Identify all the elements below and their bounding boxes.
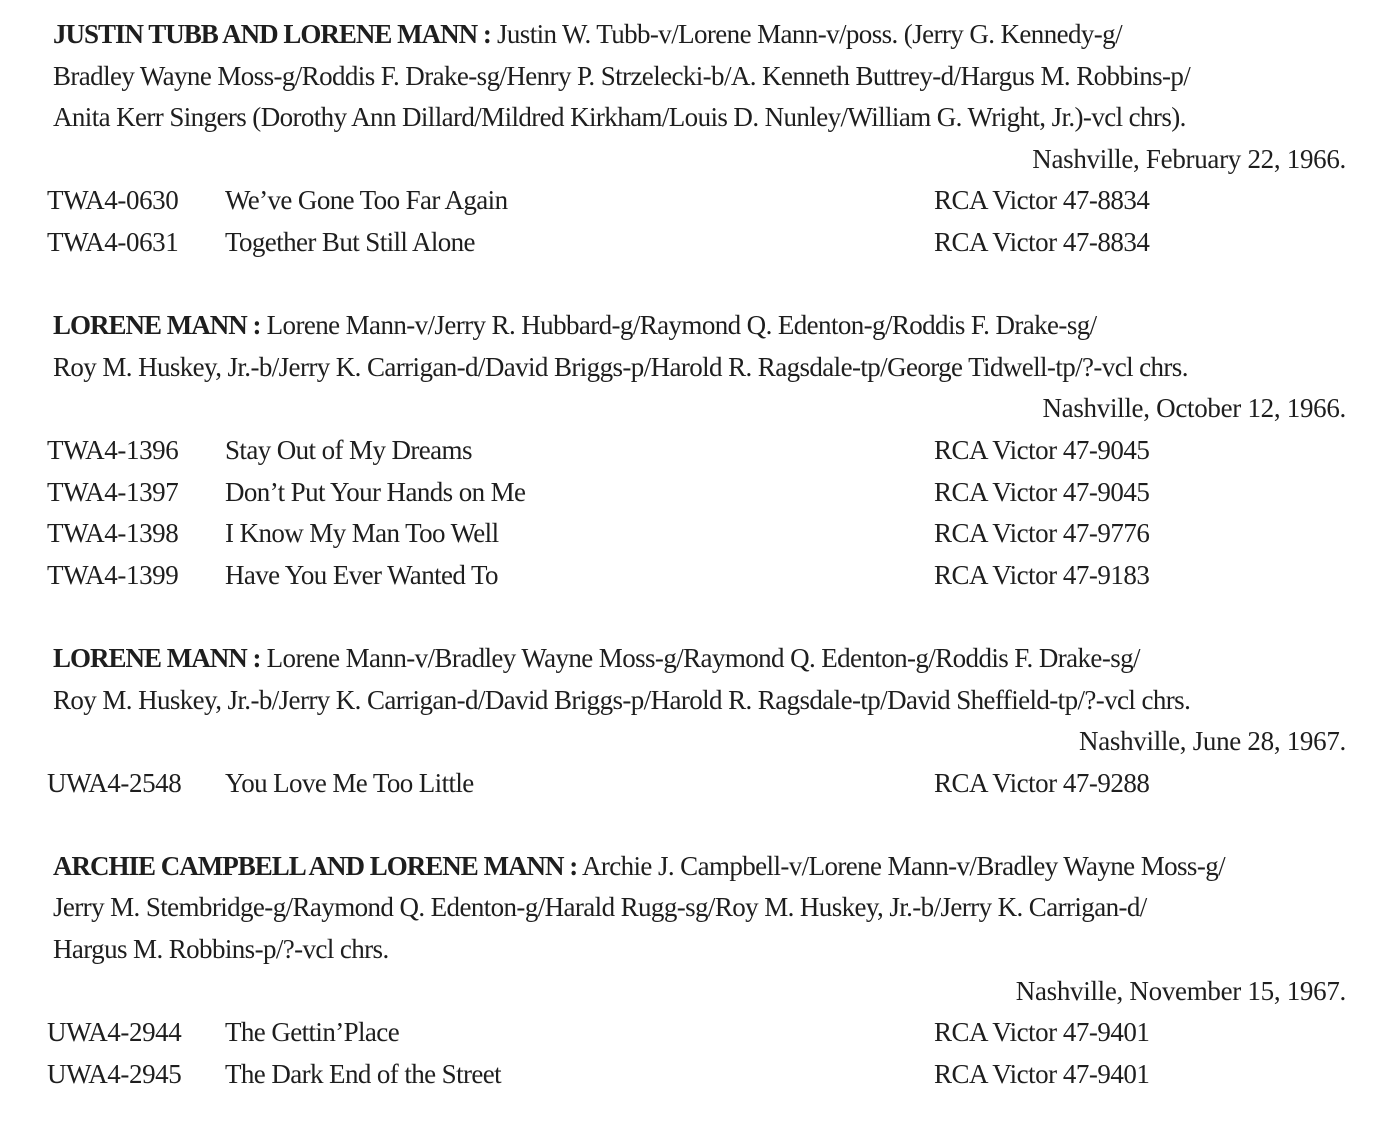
track-row (0, 180, 1378, 222)
session-3 (0, 638, 1378, 804)
release-number: RCA Victor 47-9401 (934, 1017, 1150, 1048)
track-row (0, 763, 1378, 805)
session-2 (0, 305, 1378, 596)
release-number: RCA Victor 47-9288 (934, 767, 1150, 798)
personnel-block (0, 305, 1378, 388)
personnel-text: Archie J. Campbell-v/Lorene Mann-v/Bradley Wayne Moss-g/ (577, 850, 1226, 881)
personnel-text: Justin W. Tubb-v/Lorene Mann-v/poss. (Jerry G. Kennedy-g/ (490, 19, 1122, 49)
track-row (0, 513, 1378, 555)
track-title: Have You Ever Wanted To (225, 559, 498, 590)
personnel-line: Anita Kerr Singers (Dorothy Ann Dillard/Mildred Kirkham/Louis D. Nunley/William G. Wright, Jr.)-vcl chrs). (53, 102, 1186, 133)
personnel-line (53, 638, 1348, 680)
personnel-line: Bradley Wayne Moss-g/Roddis F. Drake-sg/Henry P. Strzelecki-b/A. Kenneth Buttrey-d/Hargus M. Robbins-p/ (53, 60, 1191, 91)
matrix-number: TWA4-1397 (47, 476, 179, 507)
track-title: Don’t Put Your Hands on Me (225, 476, 526, 507)
matrix-number: TWA4-1399 (47, 559, 179, 590)
session-location-date: Nashville, November 15, 1967. (1015, 975, 1346, 1006)
session-1 (0, 14, 1378, 264)
matrix-number: UWA4-2944 (47, 1017, 182, 1048)
release-number: RCA Victor 47-9045 (934, 434, 1150, 465)
release-number: RCA Victor 47-8834 (934, 185, 1150, 216)
release-number: RCA Victor 47-9776 (934, 518, 1150, 549)
personnel-line: Jerry M. Stembridge-g/Raymond Q. Edenton-g/Harald Rugg-sg/Roy M. Huskey, Jr.-b/Jerry K. Carrigan-d/ (53, 892, 1147, 923)
artist-name: LORENE MANN : (53, 642, 261, 673)
personnel-line: Roy M. Huskey, Jr.-b/Jerry K. Carrigan-d/David Briggs-p/Harold R. Ragsdale-tp/David Sheffield-tp/?-vcl chrs. (53, 684, 1191, 715)
track-title: You Love Me Too Little (225, 767, 474, 798)
personnel-line (53, 305, 1348, 347)
release-number: RCA Victor 47-9401 (934, 1058, 1150, 1089)
personnel-block (0, 846, 1378, 971)
track-title: We’ve Gone Too Far Again (225, 185, 508, 216)
track-row (0, 222, 1378, 264)
track-row (0, 430, 1378, 472)
personnel-line: Roy M. Huskey, Jr.-b/Jerry K. Carrigan-d/David Briggs-p/Harold R. Ragsdale-tp/George Tidwell-tp/?-vcl chrs. (53, 351, 1188, 382)
track-title: Stay Out of My Dreams (225, 434, 472, 465)
track-title: Together But Still Alone (225, 226, 475, 257)
artist-name: LORENE MANN : (53, 310, 261, 341)
track-title: I Know My Man Too Well (225, 518, 499, 549)
release-number: RCA Victor 47-9183 (934, 559, 1150, 590)
track-row (0, 1054, 1378, 1096)
matrix-number: TWA4-0631 (47, 226, 179, 257)
personnel-text: Lorene Mann-v/Bradley Wayne Moss-g/Raymond Q. Edenton-g/Roddis F. Drake-sg/ (260, 642, 1140, 673)
personnel-block (0, 638, 1378, 721)
session-location-date: Nashville, October 12, 1966. (1042, 393, 1346, 424)
matrix-number: TWA4-1396 (47, 434, 179, 465)
matrix-number: UWA4-2548 (47, 767, 182, 798)
discography-page (0, 14, 1378, 1137)
artist-name: JUSTIN TUBB AND LORENE MANN : (53, 19, 491, 49)
session-4 (0, 846, 1378, 1096)
artist-name: ARCHIE CAMPBELL AND LORENE MANN : (53, 850, 578, 881)
release-number: RCA Victor 47-9045 (934, 476, 1150, 507)
matrix-number: UWA4-2945 (47, 1058, 182, 1089)
matrix-number: TWA4-1398 (47, 518, 179, 549)
session-location-date: Nashville, February 22, 1966. (1032, 143, 1346, 174)
personnel-line (53, 14, 1348, 56)
personnel-text: Lorene Mann-v/Jerry R. Hubbard-g/Raymond Q. Edenton-g/Roddis F. Drake-sg/ (260, 310, 1097, 341)
track-row (0, 1012, 1378, 1054)
track-row (0, 555, 1378, 597)
release-number: RCA Victor 47-8834 (934, 226, 1150, 257)
session-location-date: Nashville, June 28, 1967. (1079, 726, 1346, 757)
track-title: The Dark End of the Street (225, 1058, 502, 1089)
personnel-line (53, 846, 1348, 888)
personnel-block (0, 14, 1378, 139)
track-row (0, 472, 1378, 514)
track-title: The Gettin’Place (225, 1017, 400, 1048)
personnel-line: Hargus M. Robbins-p/?-vcl chrs. (53, 934, 389, 965)
matrix-number: TWA4-0630 (47, 185, 179, 216)
